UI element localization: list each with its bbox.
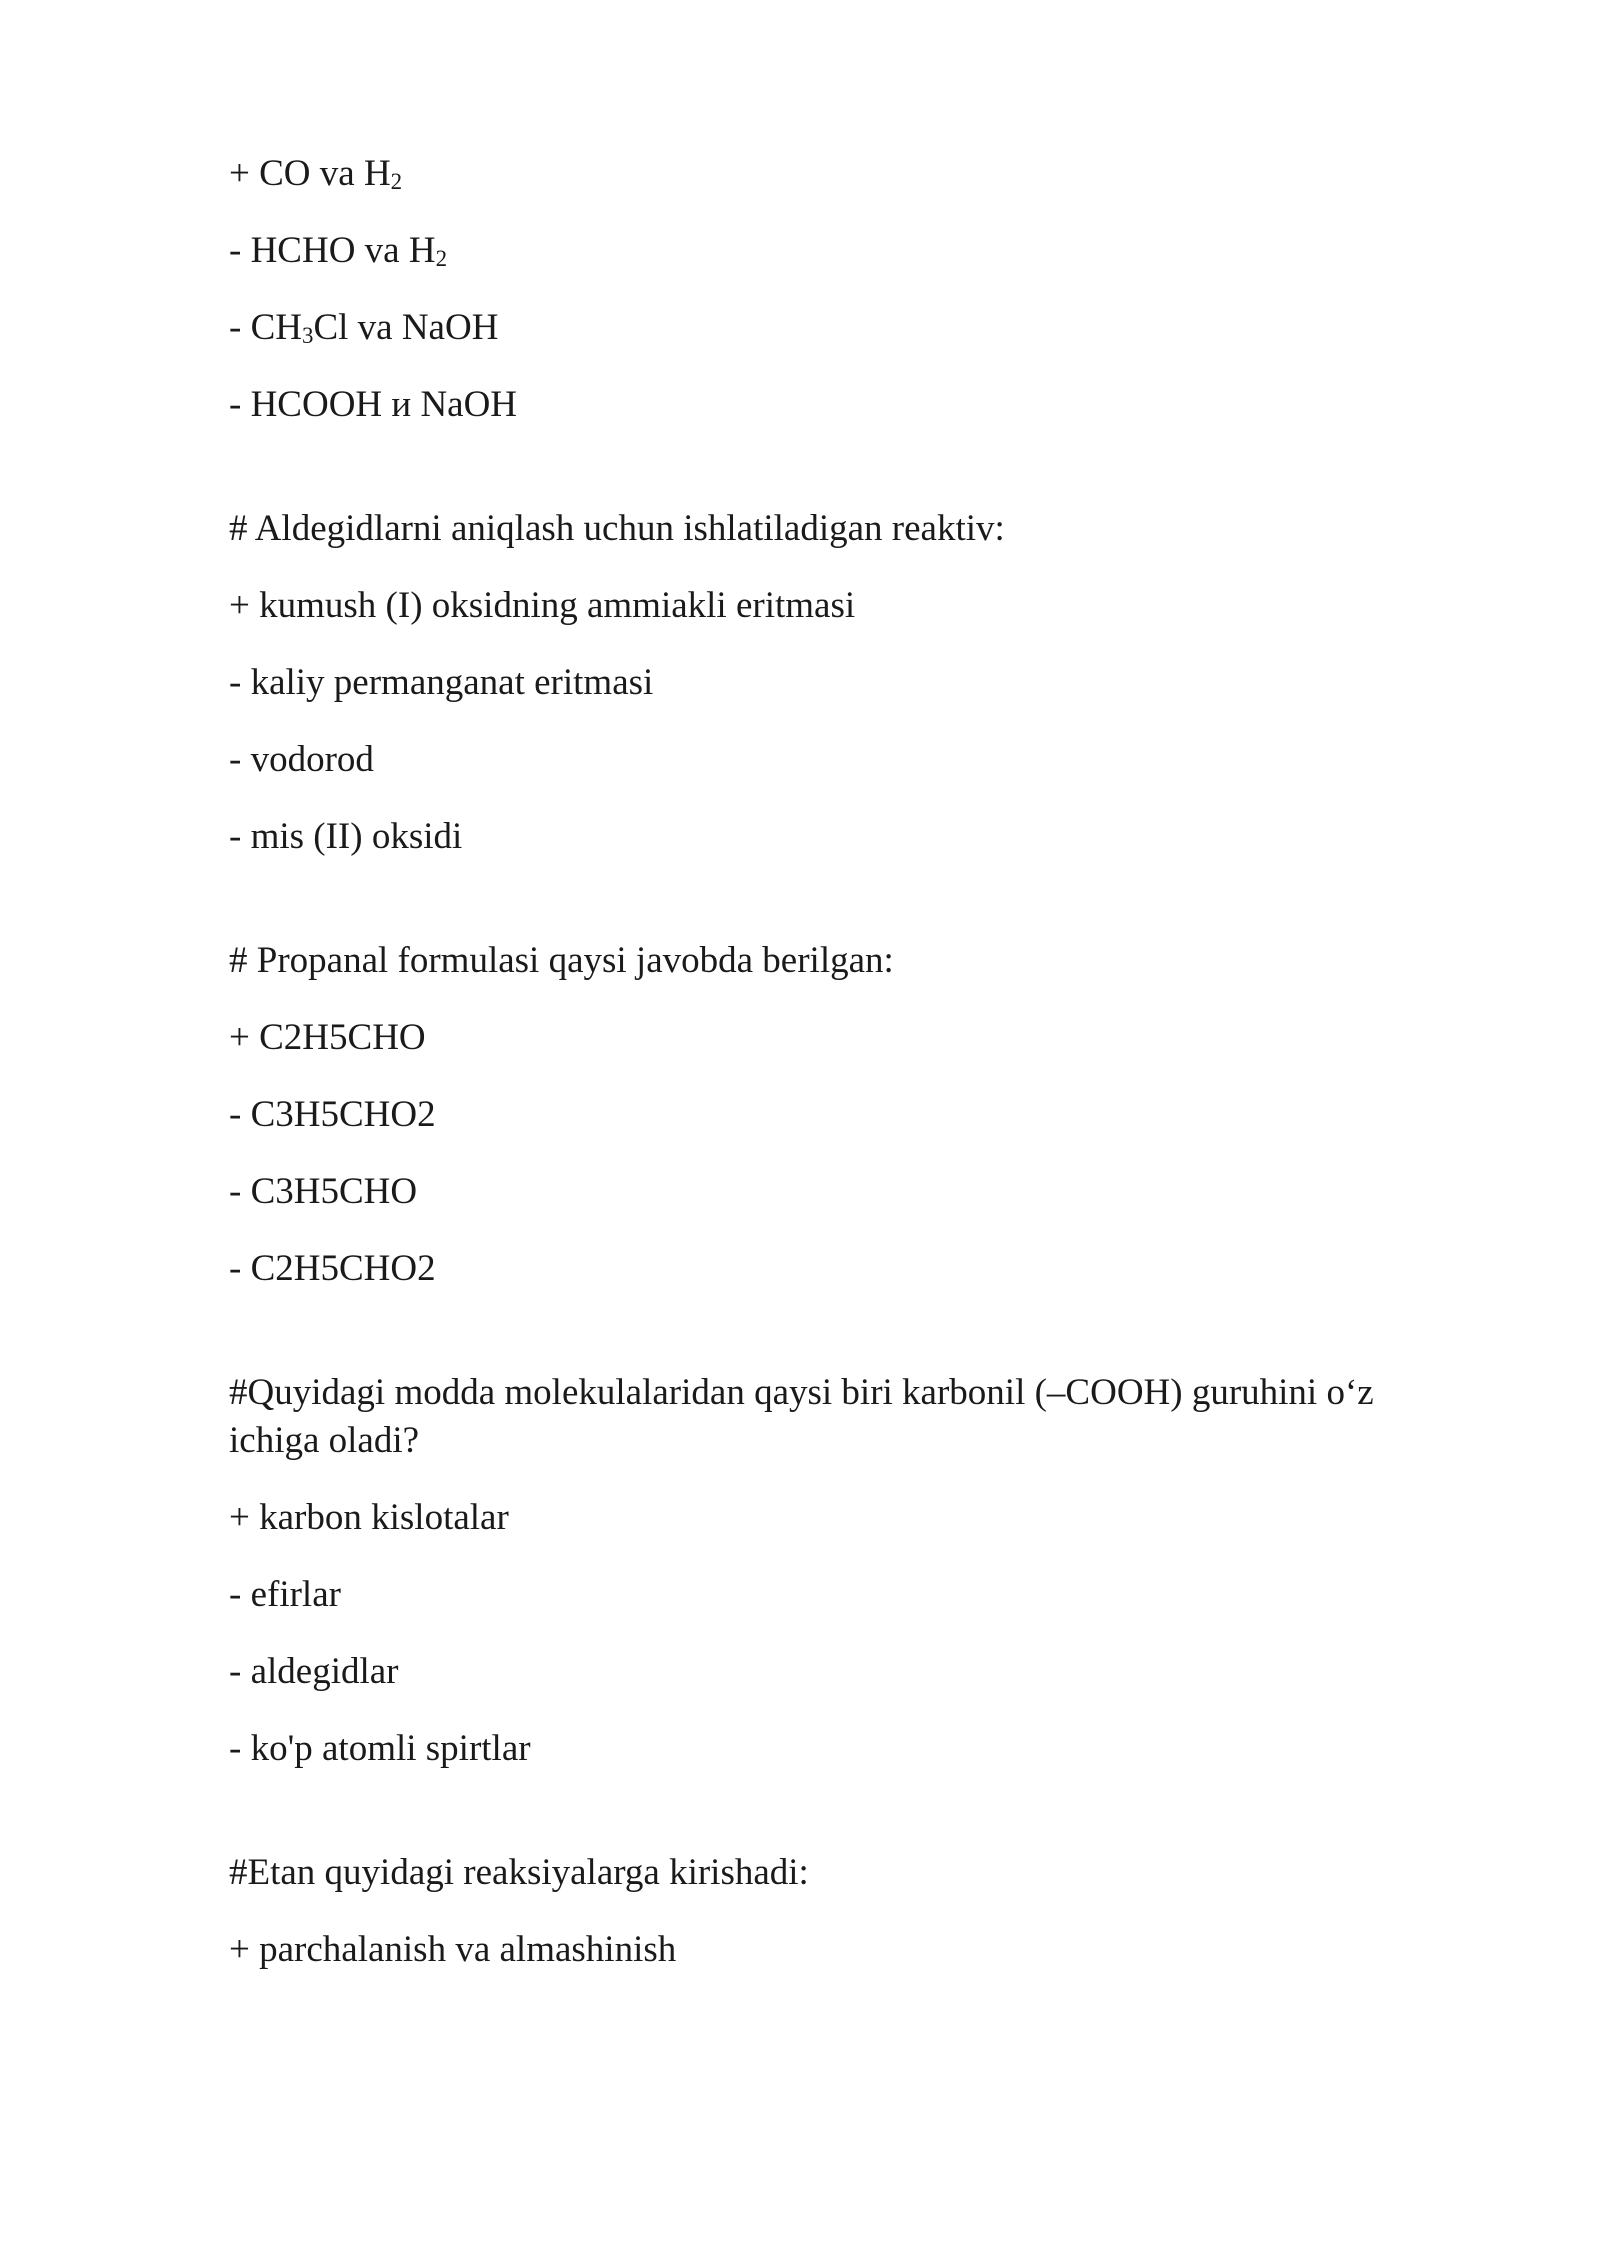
answer-option: - C3H5CHO [229,1171,418,1212]
answer-option: + C2H5CHO [229,1017,426,1058]
answer-option: - mis (II) oksidi [229,816,463,857]
question-text: # Aldegidlarni aniqlash uchun ishlatiladigan reaktiv: [229,508,1005,549]
document-page [229,150,1409,2003]
answer-option: + CO va $H_2$ [229,153,403,195]
question-text: #Etan quyidagi reaksiyalarga kirishadi: [229,1852,809,1893]
answer-option: - aldegidlar [229,1651,399,1692]
answer-option: - C2H5CHO2 [229,1248,436,1289]
answer-option: - ko'p atomli spirtlar [229,1728,531,1769]
answer-option: - $CH_3Cl$ va NaOH [229,307,499,349]
answer-option: - C3H5CHO2 [229,1094,436,1135]
answer-option: + karbon kislotalar [229,1497,509,1538]
answer-option: - vodorod [229,739,374,780]
question-text: # Propanal formulasi qaysi javobda berilgan: [229,940,894,981]
answer-option: + kumush (I) oksidning ammiakli eritmasi [229,585,856,626]
answer-option: - HCOOH и NaOH [229,384,518,425]
answer-option: - kaliy permanganat eritmasi [229,662,654,703]
answer-option: + parchalanish va almashinish [229,1929,677,1970]
answer-option: - efirlar [229,1574,341,1615]
answer-option: - HCHO va $H_2$ [229,230,448,272]
question-text: #Quyidagi modda molekulalaridan qaysi biri karbonil (–COOH) guruhini o‘z ichiga oladi? [229,1372,1374,1461]
